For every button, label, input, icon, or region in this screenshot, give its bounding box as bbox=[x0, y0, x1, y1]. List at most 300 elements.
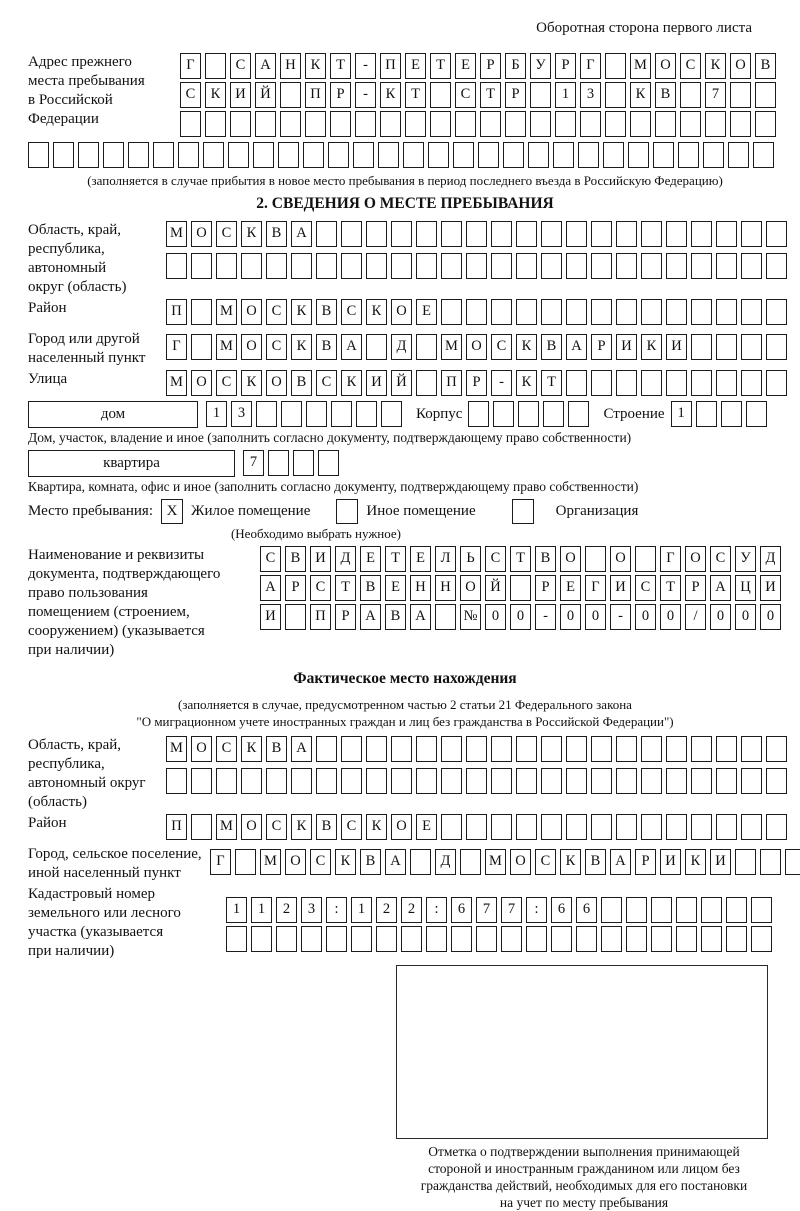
org-checkbox bbox=[512, 499, 534, 524]
char-cell bbox=[241, 768, 262, 794]
char-cell bbox=[760, 849, 781, 875]
char-cell bbox=[381, 401, 402, 427]
char-cell: Р bbox=[466, 370, 487, 396]
char-cell: Ь bbox=[460, 546, 481, 572]
oblast-row-2 bbox=[166, 253, 791, 282]
char-cell bbox=[616, 736, 637, 762]
char-cell: В bbox=[755, 53, 776, 79]
kvartira-box bbox=[28, 450, 235, 477]
char-cell bbox=[701, 926, 722, 952]
char-cell bbox=[751, 897, 772, 923]
char-cell bbox=[616, 299, 637, 325]
char-cell bbox=[766, 334, 787, 360]
char-cell: Е bbox=[410, 546, 431, 572]
char-cell bbox=[416, 221, 437, 247]
char-cell bbox=[580, 111, 601, 137]
char-cell bbox=[426, 926, 447, 952]
oblast-row-1 bbox=[166, 221, 791, 250]
doc-label bbox=[28, 546, 260, 660]
page-corner-note: Оборотная сторона первого листа bbox=[536, 20, 752, 36]
char-cell: М bbox=[260, 849, 281, 875]
char-cell: С bbox=[216, 221, 237, 247]
char-cell bbox=[153, 142, 174, 168]
char-cell bbox=[441, 221, 462, 247]
char-cell: Т bbox=[480, 82, 501, 108]
char-cell bbox=[466, 299, 487, 325]
char-cell bbox=[493, 401, 514, 427]
label-line: места пребывания bbox=[28, 73, 145, 89]
char-cell bbox=[651, 897, 672, 923]
kvartira-cells bbox=[243, 450, 343, 477]
char-cell bbox=[441, 768, 462, 794]
char-cell: В bbox=[266, 736, 287, 762]
char-cell bbox=[766, 736, 787, 762]
char-cell bbox=[705, 111, 726, 137]
char-cell bbox=[216, 253, 237, 279]
char-cell: Е bbox=[405, 53, 426, 79]
char-cell bbox=[441, 253, 462, 279]
char-cell bbox=[280, 82, 301, 108]
char-cell bbox=[230, 111, 251, 137]
char-cell bbox=[701, 897, 722, 923]
char-cell: М bbox=[630, 53, 651, 79]
char-cell: М bbox=[166, 221, 187, 247]
char-cell bbox=[741, 299, 762, 325]
char-cell bbox=[576, 926, 597, 952]
char-cell bbox=[566, 736, 587, 762]
char-cell bbox=[191, 299, 212, 325]
char-cell bbox=[341, 736, 362, 762]
char-cell bbox=[641, 768, 662, 794]
char-cell bbox=[435, 604, 456, 630]
char-cell bbox=[326, 926, 347, 952]
char-cell bbox=[735, 849, 756, 875]
char-cell bbox=[601, 926, 622, 952]
char-cell: Е bbox=[416, 299, 437, 325]
char-cell bbox=[301, 926, 322, 952]
char-cell: К bbox=[705, 53, 726, 79]
char-cell bbox=[716, 370, 737, 396]
char-cell bbox=[305, 111, 326, 137]
char-cell bbox=[626, 897, 647, 923]
label-line: стороной и иностранным гражданином или лицом без bbox=[428, 1161, 740, 1176]
char-cell: П bbox=[380, 53, 401, 79]
char-cell bbox=[691, 814, 712, 840]
label-line: Область, край, bbox=[28, 222, 122, 238]
char-cell bbox=[585, 546, 606, 572]
char-cell: Р bbox=[505, 82, 526, 108]
char-cell bbox=[416, 736, 437, 762]
char-cell bbox=[678, 142, 699, 168]
char-cell: Р bbox=[285, 575, 306, 601]
char-cell: Г bbox=[580, 53, 601, 79]
char-cell: Н bbox=[410, 575, 431, 601]
char-cell bbox=[128, 142, 149, 168]
char-cell bbox=[416, 768, 437, 794]
char-cell: С bbox=[260, 546, 281, 572]
label-line: Город или другой bbox=[28, 331, 140, 347]
char-cell bbox=[341, 768, 362, 794]
char-cell: - bbox=[491, 370, 512, 396]
char-cell bbox=[316, 253, 337, 279]
char-cell: О bbox=[610, 546, 631, 572]
char-cell: 2 bbox=[276, 897, 297, 923]
char-cell bbox=[591, 814, 612, 840]
char-cell bbox=[601, 897, 622, 923]
char-cell: С bbox=[491, 334, 512, 360]
char-cell: Л bbox=[435, 546, 456, 572]
char-cell bbox=[476, 926, 497, 952]
kadastr-row-1 bbox=[226, 897, 776, 926]
char-cell: : bbox=[426, 897, 447, 923]
char-cell: Д bbox=[435, 849, 456, 875]
char-cell: Й bbox=[485, 575, 506, 601]
char-cell bbox=[403, 142, 424, 168]
char-cell bbox=[616, 814, 637, 840]
char-cell: В bbox=[385, 604, 406, 630]
char-cell: Е bbox=[416, 814, 437, 840]
char-cell bbox=[391, 768, 412, 794]
char-cell bbox=[766, 768, 787, 794]
char-cell bbox=[491, 768, 512, 794]
char-cell bbox=[741, 221, 762, 247]
char-cell bbox=[28, 142, 49, 168]
char-cell bbox=[541, 736, 562, 762]
char-cell bbox=[266, 768, 287, 794]
char-cell: С bbox=[310, 575, 331, 601]
doc-row-1 bbox=[260, 546, 785, 575]
char-cell bbox=[266, 253, 287, 279]
gorod-label bbox=[28, 330, 166, 368]
char-cell bbox=[541, 814, 562, 840]
org-label: Организация bbox=[555, 503, 639, 519]
char-cell: Р bbox=[330, 82, 351, 108]
char-cell: Ц bbox=[735, 575, 756, 601]
prev-address-cells bbox=[180, 53, 780, 140]
char-cell bbox=[635, 546, 656, 572]
char-cell: Г bbox=[180, 53, 201, 79]
kadastr-label bbox=[28, 885, 226, 961]
char-cell bbox=[291, 768, 312, 794]
char-cell bbox=[491, 814, 512, 840]
char-cell bbox=[341, 253, 362, 279]
char-cell bbox=[741, 768, 762, 794]
char-cell: С bbox=[216, 736, 237, 762]
char-cell bbox=[178, 142, 199, 168]
char-cell: : bbox=[526, 897, 547, 923]
char-cell: А bbox=[341, 334, 362, 360]
char-cell: У bbox=[735, 546, 756, 572]
char-cell bbox=[480, 111, 501, 137]
char-cell bbox=[516, 299, 537, 325]
char-cell bbox=[541, 221, 562, 247]
char-cell: И bbox=[616, 334, 637, 360]
char-cell: 0 bbox=[760, 604, 781, 630]
char-cell: И bbox=[710, 849, 731, 875]
char-cell: 1 bbox=[206, 401, 227, 427]
label-line: Область, край, bbox=[28, 737, 122, 753]
doc-field bbox=[28, 546, 782, 660]
raion-label: Район bbox=[28, 300, 67, 316]
char-cell: С bbox=[216, 370, 237, 396]
char-cell: 7 bbox=[501, 897, 522, 923]
char-cell bbox=[516, 221, 537, 247]
prev-address-field bbox=[28, 53, 782, 140]
prev-address-row-4 bbox=[28, 142, 782, 171]
char-cell bbox=[366, 253, 387, 279]
label-line: гражданства действий, необходимых для его постановки bbox=[420, 1178, 748, 1193]
char-cell bbox=[466, 736, 487, 762]
char-cell: А bbox=[291, 221, 312, 247]
char-cell bbox=[785, 849, 800, 875]
char-cell bbox=[226, 926, 247, 952]
char-cell bbox=[766, 253, 787, 279]
char-cell bbox=[330, 111, 351, 137]
char-cell: П bbox=[441, 370, 462, 396]
mesto-label: Место пребывания: bbox=[28, 503, 153, 519]
char-cell: 0 bbox=[635, 604, 656, 630]
char-cell bbox=[703, 142, 724, 168]
fact-oblast-row-1 bbox=[166, 736, 791, 765]
char-cell bbox=[328, 142, 349, 168]
char-cell: А bbox=[260, 575, 281, 601]
char-cell bbox=[680, 82, 701, 108]
stroenie-label: Строение bbox=[603, 406, 665, 422]
char-cell: О bbox=[560, 546, 581, 572]
oblast-label bbox=[28, 221, 166, 297]
char-cell: В bbox=[360, 849, 381, 875]
char-cell: Г bbox=[210, 849, 231, 875]
char-cell bbox=[741, 253, 762, 279]
char-cell: О bbox=[391, 814, 412, 840]
label-line: Федерации bbox=[28, 111, 99, 127]
char-cell: Р bbox=[635, 849, 656, 875]
char-cell: 1 bbox=[671, 401, 692, 427]
char-cell bbox=[716, 814, 737, 840]
zhiloe-label: Жилое помещение bbox=[191, 503, 311, 519]
char-cell: К bbox=[516, 334, 537, 360]
char-cell bbox=[516, 768, 537, 794]
section2-title: 2. СВЕДЕНИЯ О МЕСТЕ ПРЕБЫВАНИЯ bbox=[256, 195, 554, 212]
char-cell bbox=[591, 253, 612, 279]
char-cell: Т bbox=[335, 575, 356, 601]
char-cell bbox=[676, 897, 697, 923]
char-cell: О bbox=[730, 53, 751, 79]
char-cell: О bbox=[241, 299, 262, 325]
fact-gorod-label bbox=[28, 845, 210, 883]
char-cell bbox=[691, 299, 712, 325]
char-cell bbox=[766, 814, 787, 840]
char-cell bbox=[551, 926, 572, 952]
char-cell: К bbox=[241, 221, 262, 247]
char-cell: Й bbox=[391, 370, 412, 396]
fact-raion-row bbox=[166, 814, 791, 843]
char-cell bbox=[566, 768, 587, 794]
char-cell bbox=[191, 814, 212, 840]
char-cell: - bbox=[355, 82, 376, 108]
char-cell bbox=[251, 926, 272, 952]
char-cell bbox=[741, 370, 762, 396]
char-cell bbox=[355, 111, 376, 137]
char-cell bbox=[616, 370, 637, 396]
char-cell bbox=[416, 370, 437, 396]
char-cell: Г bbox=[585, 575, 606, 601]
char-cell bbox=[721, 401, 742, 427]
confirmation-stamp-box bbox=[396, 965, 768, 1139]
char-cell: И bbox=[260, 604, 281, 630]
char-cell bbox=[491, 253, 512, 279]
fact-title: Фактическое место нахождения bbox=[293, 670, 517, 687]
ulitsa-row bbox=[166, 370, 791, 399]
char-cell bbox=[491, 736, 512, 762]
char-cell bbox=[451, 926, 472, 952]
char-cell bbox=[256, 401, 277, 427]
char-cell bbox=[616, 221, 637, 247]
char-cell bbox=[491, 299, 512, 325]
label-line: сооружением) (указывается bbox=[28, 623, 205, 639]
char-cell: Р bbox=[591, 334, 612, 360]
char-cell bbox=[205, 111, 226, 137]
char-cell bbox=[228, 142, 249, 168]
char-cell: М bbox=[216, 299, 237, 325]
char-cell: Р bbox=[555, 53, 576, 79]
char-cell bbox=[691, 221, 712, 247]
char-cell bbox=[766, 299, 787, 325]
char-cell: К bbox=[366, 814, 387, 840]
char-cell: 0 bbox=[660, 604, 681, 630]
fact-gorod-field bbox=[28, 845, 782, 883]
char-cell bbox=[666, 299, 687, 325]
char-cell bbox=[578, 142, 599, 168]
char-cell bbox=[103, 142, 124, 168]
char-cell bbox=[653, 142, 674, 168]
char-cell bbox=[691, 370, 712, 396]
char-cell: Д bbox=[391, 334, 412, 360]
char-cell bbox=[441, 814, 462, 840]
char-cell: Н bbox=[435, 575, 456, 601]
label-line: помещением (строением, bbox=[28, 604, 190, 620]
label-line: (область) bbox=[28, 794, 87, 810]
char-cell: А bbox=[410, 604, 431, 630]
char-cell bbox=[505, 111, 526, 137]
char-cell bbox=[306, 401, 327, 427]
char-cell bbox=[591, 370, 612, 396]
char-cell bbox=[466, 814, 487, 840]
char-cell bbox=[730, 82, 751, 108]
char-cell: О bbox=[685, 546, 706, 572]
char-cell: П bbox=[166, 299, 187, 325]
char-cell: О bbox=[466, 334, 487, 360]
char-cell bbox=[603, 142, 624, 168]
char-cell bbox=[441, 736, 462, 762]
char-cell: П bbox=[305, 82, 326, 108]
char-cell: Е bbox=[360, 546, 381, 572]
char-cell: С bbox=[455, 82, 476, 108]
char-cell: Р bbox=[685, 575, 706, 601]
label-line: Отметка о подтверждении выполнения принимающей bbox=[428, 1144, 740, 1159]
char-cell: М bbox=[441, 334, 462, 360]
char-cell bbox=[351, 926, 372, 952]
char-cell bbox=[716, 334, 737, 360]
char-cell bbox=[746, 401, 767, 427]
char-cell: О bbox=[191, 736, 212, 762]
char-cell bbox=[501, 926, 522, 952]
char-cell: С bbox=[341, 299, 362, 325]
fact-oblast-label bbox=[28, 736, 166, 812]
char-cell: 6 bbox=[576, 897, 597, 923]
char-cell: А bbox=[255, 53, 276, 79]
label-line: "О миграционном учете иностранных граждан и лиц без гражданства в Российской Федерации") bbox=[136, 714, 674, 729]
char-cell bbox=[503, 142, 524, 168]
kvartira-box-label: квартира bbox=[103, 455, 160, 471]
char-cell: О bbox=[510, 849, 531, 875]
kvartira-note: Квартира, комната, офис и иное (заполнить согласно документу, подтверждающему право собственности) bbox=[28, 479, 639, 494]
char-cell: П bbox=[166, 814, 187, 840]
char-cell: Т bbox=[510, 546, 531, 572]
char-cell bbox=[666, 221, 687, 247]
char-cell: Т bbox=[430, 53, 451, 79]
confirmation-caption bbox=[358, 1143, 800, 1211]
char-cell bbox=[453, 142, 474, 168]
char-cell bbox=[316, 736, 337, 762]
doc-cells bbox=[260, 546, 785, 633]
char-cell: 3 bbox=[301, 897, 322, 923]
char-cell: Т bbox=[405, 82, 426, 108]
char-cell bbox=[331, 401, 352, 427]
kadastr-field bbox=[28, 885, 782, 961]
char-cell bbox=[281, 401, 302, 427]
char-cell bbox=[516, 736, 537, 762]
label-line: на учет по месту пребывания bbox=[499, 1195, 669, 1210]
char-cell bbox=[716, 768, 737, 794]
char-cell: К bbox=[205, 82, 226, 108]
char-cell: В bbox=[285, 546, 306, 572]
char-cell: С bbox=[316, 370, 337, 396]
char-cell bbox=[766, 370, 787, 396]
char-cell bbox=[641, 299, 662, 325]
char-cell bbox=[278, 142, 299, 168]
char-cell bbox=[391, 736, 412, 762]
char-cell bbox=[541, 253, 562, 279]
prev-address-row-2 bbox=[180, 82, 780, 111]
char-cell: 2 bbox=[376, 897, 397, 923]
char-cell: Т bbox=[660, 575, 681, 601]
char-cell bbox=[366, 736, 387, 762]
char-cell bbox=[691, 334, 712, 360]
dom-row bbox=[28, 401, 782, 428]
char-cell bbox=[191, 253, 212, 279]
fact-raion-label: Район bbox=[28, 815, 67, 831]
char-cell: Е bbox=[385, 575, 406, 601]
char-cell bbox=[716, 736, 737, 762]
char-cell: В bbox=[266, 221, 287, 247]
char-cell bbox=[253, 142, 274, 168]
char-cell: - bbox=[355, 53, 376, 79]
dom-box bbox=[28, 401, 198, 428]
label-line: республика, bbox=[28, 756, 105, 772]
char-cell: Р bbox=[480, 53, 501, 79]
char-cell: 6 bbox=[451, 897, 472, 923]
char-cell: Е bbox=[455, 53, 476, 79]
char-cell: 2 bbox=[401, 897, 422, 923]
char-cell bbox=[605, 82, 626, 108]
label-line: иной населенный пункт bbox=[28, 865, 181, 881]
korpus-label: Корпус bbox=[416, 406, 463, 422]
char-cell bbox=[405, 111, 426, 137]
char-cell bbox=[460, 849, 481, 875]
char-cell bbox=[666, 736, 687, 762]
label-line: право пользования bbox=[28, 585, 148, 601]
